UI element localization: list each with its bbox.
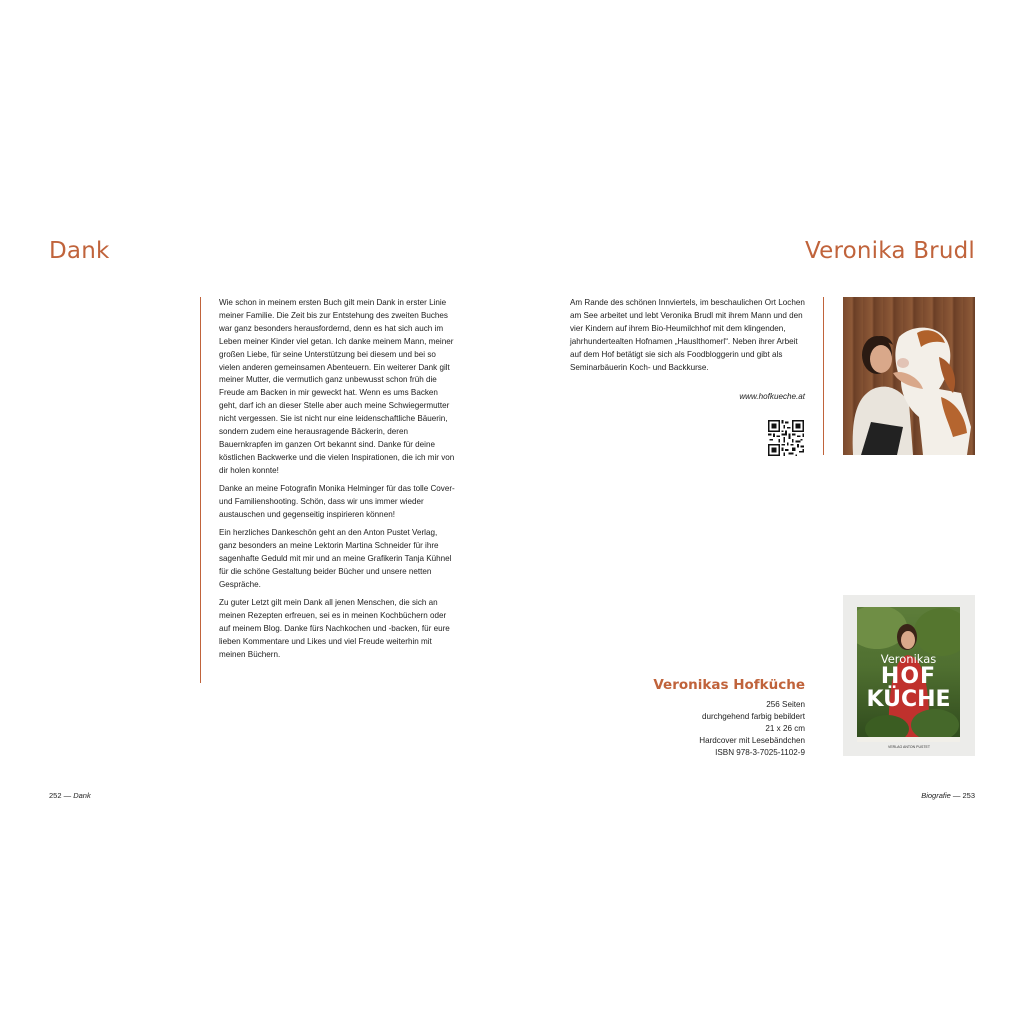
book-detail-isbn: ISBN 978-3-7025-1102-9	[715, 748, 805, 758]
accent-rule-right	[823, 297, 824, 455]
page-number-left: 252 —	[49, 791, 72, 800]
biography-text-column	[570, 297, 806, 380]
dank-paragraph: Danke an meine Fotografin Monika Helminger für das tolle Cover- und Familienshooting. Schön, dass wir uns immer wieder austauschen und gegenseitig inspirieren können!	[219, 484, 455, 519]
page-folio-left	[49, 791, 91, 800]
page-title-biography: Veronika Brudl	[804, 238, 975, 264]
folio-section-right: Biografie	[921, 791, 951, 800]
book-detail-illustration: durchgehend farbig bebildert	[701, 712, 805, 722]
book-detail-format: 21 x 26 cm	[765, 724, 805, 734]
book-cover-image	[857, 607, 960, 742]
biography-paragraph: Am Rande des schönen Innviertels, im beschaulichen Ort Lochen am See arbeitet und lebt Veronika Brudl mit ihrem Mann und den vier Kindern auf ihrem Bio-Heumilchhof mit dem klingenden, jahrhundertealten Hofnamen „Hauslthomerl“. Neben ihrer Arbeit auf dem Hof betätigt sie sich als Foodbloggerin und gibt als Seminarbäuerin Koch- und Backkurse.	[570, 298, 805, 372]
book-details	[605, 699, 805, 759]
page-title-dank: Dank	[49, 238, 110, 264]
dank-text-column	[219, 297, 455, 667]
book-detail-pages: 256 Seiten	[766, 700, 805, 709]
cover-title-line2: KÜCHE	[866, 687, 951, 712]
accent-rule-left	[200, 297, 201, 683]
qr-code-icon	[768, 420, 804, 456]
folio-section-left: Dank	[73, 791, 91, 800]
page-folio-right	[921, 791, 975, 800]
dank-paragraph: Zu guter Letzt gilt mein Dank all jenen Menschen, die sich an meinen Rezepten erfreuen, sei es in meinen Kochbüchern oder auf meinem Blog. Danke fürs Nachkochen und -backen, für eure lieben Kommentare und Likes und viel Freude weiterhin mit meinen Büchern.	[219, 598, 450, 660]
dank-paragraph: Wie schon in meinem ersten Buch gilt mein Dank in erster Linie meiner Familie. Die Zeit bis zur Entstehung des zweiten Buches war ganz besonders herausfordernd, denn es hat sich auch im Leben meiner Kinder viel getan. Ich danke meinem Mann, meiner großen Liebe, für seine Unterstützung bei diesem und bei so vielen anderen gemeinsamen Abenteuern. Ein weiterer Dank gilt meiner Mutter, die vermutlich ganz unbewusst schon früh die Freude am Backen in mir geweckt hat. Wenn es ums Backen geht, darf ich an dieser Stelle aber auch meine Schwiegermutter nicht vergessen. Sie ist nicht nur eine leidenschaftliche Bäuerin, sondern zudem eine herausragende Bäckerin, deren Bauernkrapfen im ganzen Ort bekannt sind. Danke für deine köstlichen Backwerke und die vielen Inspirationen, die ich mir von dir holen konnte!	[219, 298, 455, 475]
page-number-right: — 253	[952, 791, 975, 800]
author-portrait-photo	[843, 297, 975, 455]
dank-paragraph: Ein herzliches Dankeschön geht an den Anton Pustet Verlag, ganz besonders an meine Lektorin Martina Schneider für ihre sagenhafte Geduld mit mir und an meine Grafikerin Tanja Kühnel für die schöne Gestaltung beider Bücher und unsere netten Gespräche.	[219, 528, 452, 590]
website-link[interactable]: www.hofkueche.at	[739, 392, 805, 401]
cover-title-line1: HOF	[880, 664, 937, 689]
book-title: Veronikas Hofküche	[653, 677, 805, 693]
book-detail-binding: Hardcover mit Lesebändchen	[699, 736, 805, 746]
cover-publisher-text: VERLAG ANTON PUSTET	[888, 745, 930, 749]
cover-subtitle: Veronikas	[880, 652, 937, 666]
